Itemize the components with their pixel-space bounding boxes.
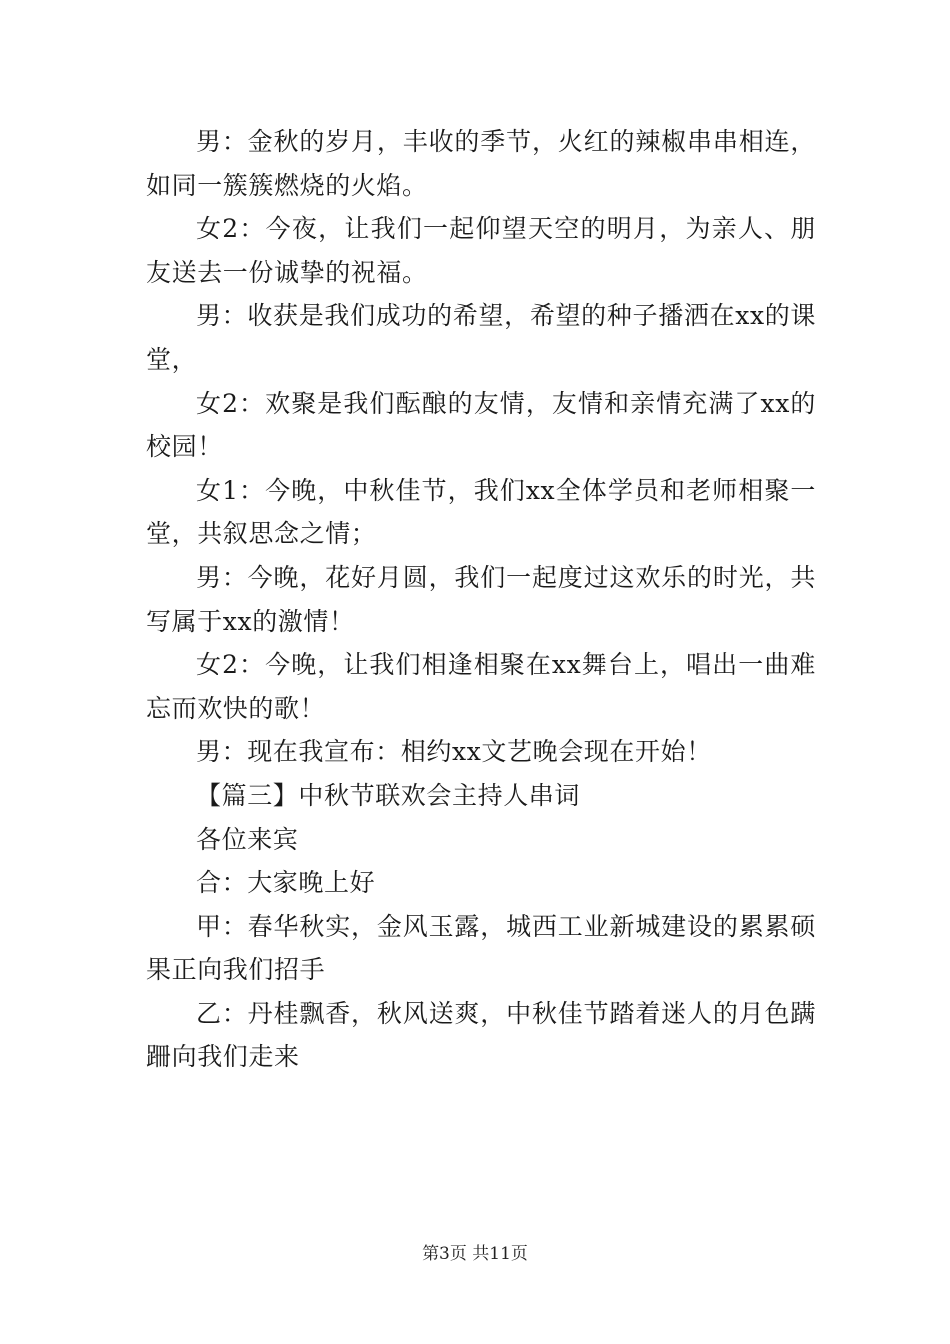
paragraph: 乙：丹桂飘香，秋风送爽，中秋佳节踏着迷人的月色蹒跚向我们走来	[146, 998, 816, 1072]
paragraph: 女2：欢聚是我们酝酿的友情，友情和亲情充满了xx的校园！	[146, 388, 816, 462]
document-body	[146, 120, 816, 1079]
page-number-footer: 第3页 共11页	[422, 1244, 528, 1264]
paragraph: 男：收获是我们成功的希望，希望的种子播洒在xx的课堂，	[146, 301, 816, 374]
paragraph: 男：现在我宣布：相约xx文艺晚会现在开始！	[196, 737, 712, 767]
paragraph: 女2：今晚，让我们相逢相聚在xx舞台上，唱出一曲难忘而欢快的歌！	[146, 650, 816, 723]
section-heading: 【篇三】中秋节联欢会主持人串词	[196, 780, 581, 810]
paragraph: 甲：春华秋实，金风玉露，城西工业新城建设的累累硕果正向我们招手	[146, 911, 816, 985]
paragraph: 男：金秋的岁月，丰收的季节，火红的辣椒串串相连，如同一簇簇燃烧的火焰。	[146, 127, 816, 200]
paragraph: 女1：今晚，中秋佳节，我们xx全体学员和老师相聚一堂，共叙思念之情；	[146, 475, 816, 549]
paragraph: 各位来宾	[196, 824, 299, 854]
paragraph: 合：大家晚上好	[196, 868, 376, 898]
paragraph: 女2：今夜，让我们一起仰望天空的明月，为亲人、朋友送去一份诚挚的祝福。	[146, 214, 816, 287]
paragraph: 男：今晚，花好月圆，我们一起度过这欢乐的时光，共写属于xx的激情！	[146, 562, 816, 636]
